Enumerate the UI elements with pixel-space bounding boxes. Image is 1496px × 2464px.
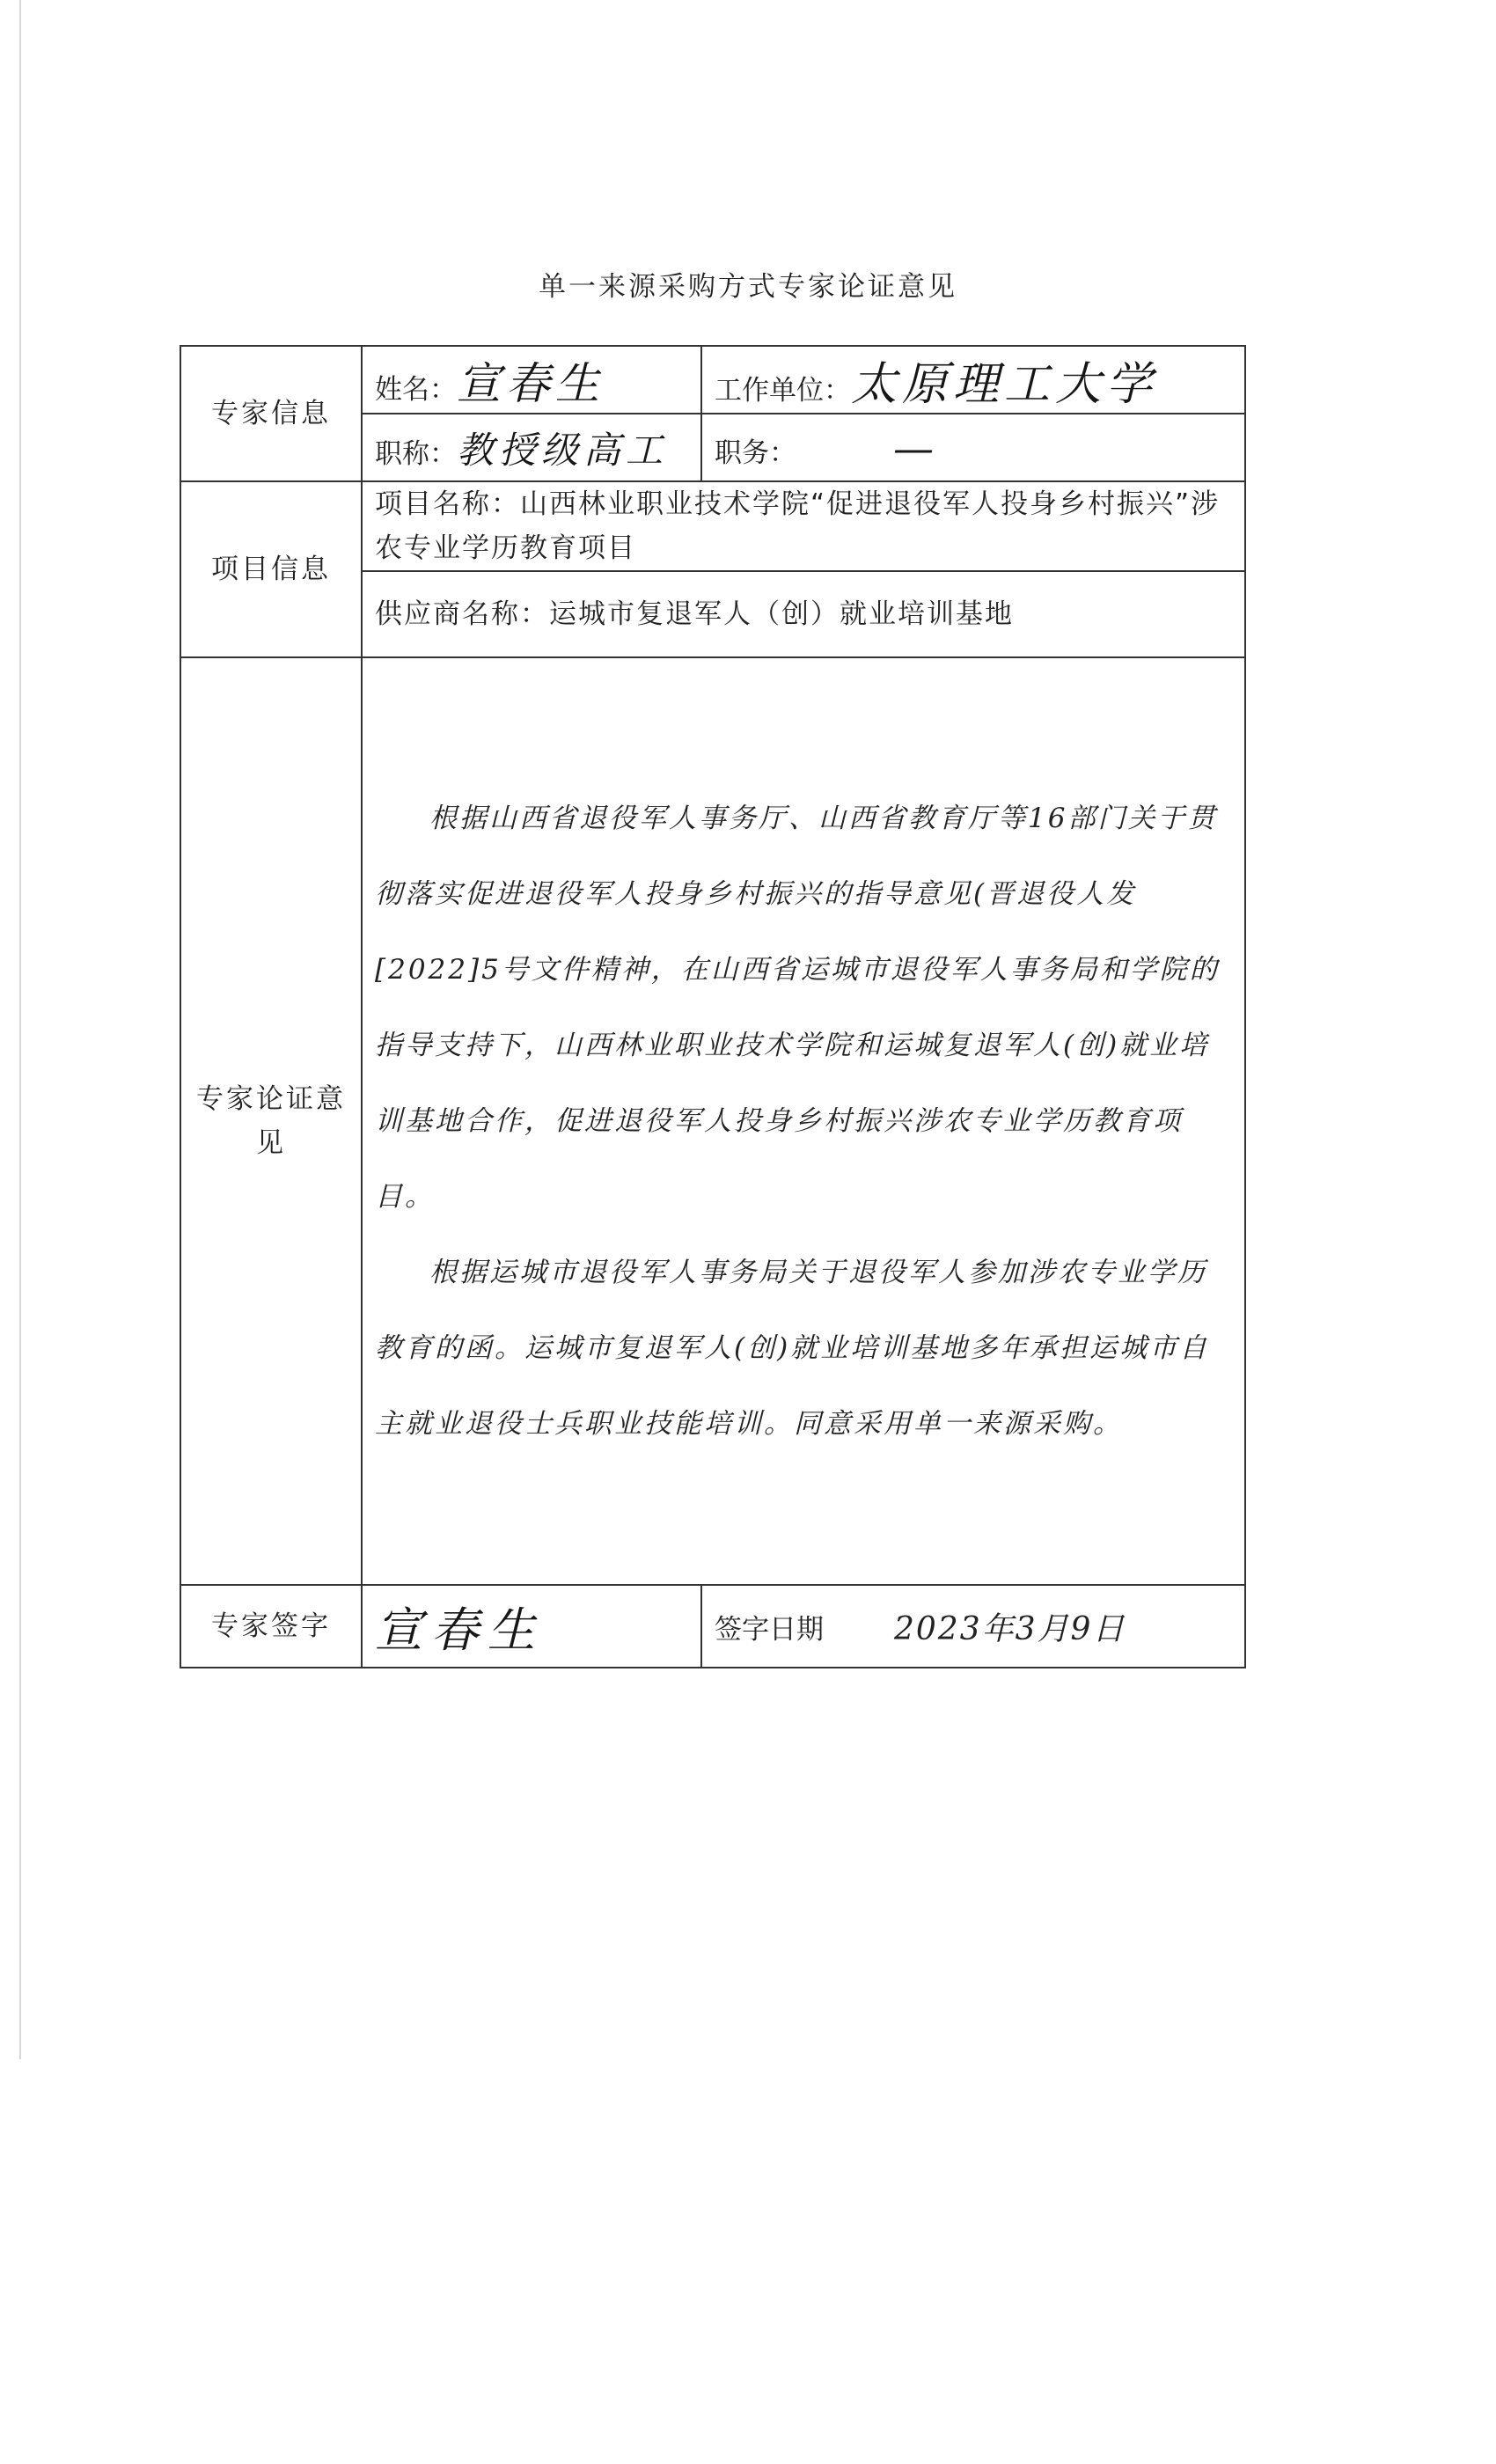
scan-edge-line <box>19 0 21 2059</box>
professional-title-value: 教授级高工 <box>457 428 669 472</box>
signature-date-cell <box>701 1585 1245 1668</box>
expert-opinion-text <box>362 657 1245 1585</box>
position-cell <box>701 414 1245 481</box>
position-value: — <box>893 423 939 472</box>
work-unit-label: 工作单位： <box>715 375 851 407</box>
position-label: 职务： <box>715 436 796 469</box>
project-info-label: 项目信息 <box>180 481 362 657</box>
professional-title-cell <box>362 414 701 481</box>
signature-date-label: 签字日期 <box>715 1613 824 1646</box>
expert-signature-label: 专家签字 <box>180 1585 362 1668</box>
expert-signature: 宣春生 <box>375 1602 544 1658</box>
work-unit-value: 太原理工大学 <box>851 358 1158 411</box>
expert-opinion-form <box>180 345 1244 1665</box>
opinion-paragraph-1: 根据山西省退役军人事务厅、山西省教育厅等16部门关于贯彻落实促进退役军人投身乡村振兴的指导意见(晋退役人发[2022]5号文件精神，在山西省运城市退役军人事务局和学院的指导支持下，山西林业职业技术学院和运城复退军人(创)就业培训基地合作，促进退役军人投身乡村振兴涉农专业学历教育项目。 <box>375 803 1220 1213</box>
work-unit-cell <box>701 346 1245 414</box>
expert-name-cell <box>362 346 701 414</box>
document-title: 单一来源采购方式专家论证意见 <box>539 271 957 303</box>
name-label: 姓名： <box>375 373 457 406</box>
expert-info-label: 专家信息 <box>180 346 362 481</box>
signature-date-value: 2023年3月9日 <box>894 1610 1126 1647</box>
supplier-name: 供应商名称：运城市复退军人（创）就业培训基地 <box>362 571 1245 657</box>
expert-opinion-label: 专家论证意见 <box>180 657 362 1585</box>
expert-signature-cell <box>362 1585 701 1668</box>
opinion-paragraph-2: 根据运城市退役军人事务局关于退役军人参加涉农专业学历教育的函。运城市复退军人(创)就业培训基地多年承担运城市自主就业退役士兵职业技能培训。同意采用单一来源采购。 <box>375 1257 1210 1440</box>
professional-title-label: 职称： <box>375 437 457 470</box>
project-name: 项目名称：山西林业职业技术学院“促进退役军人投身乡村振兴”涉农专业学历教育项目 <box>362 481 1245 571</box>
name-value: 宣春生 <box>457 357 605 409</box>
